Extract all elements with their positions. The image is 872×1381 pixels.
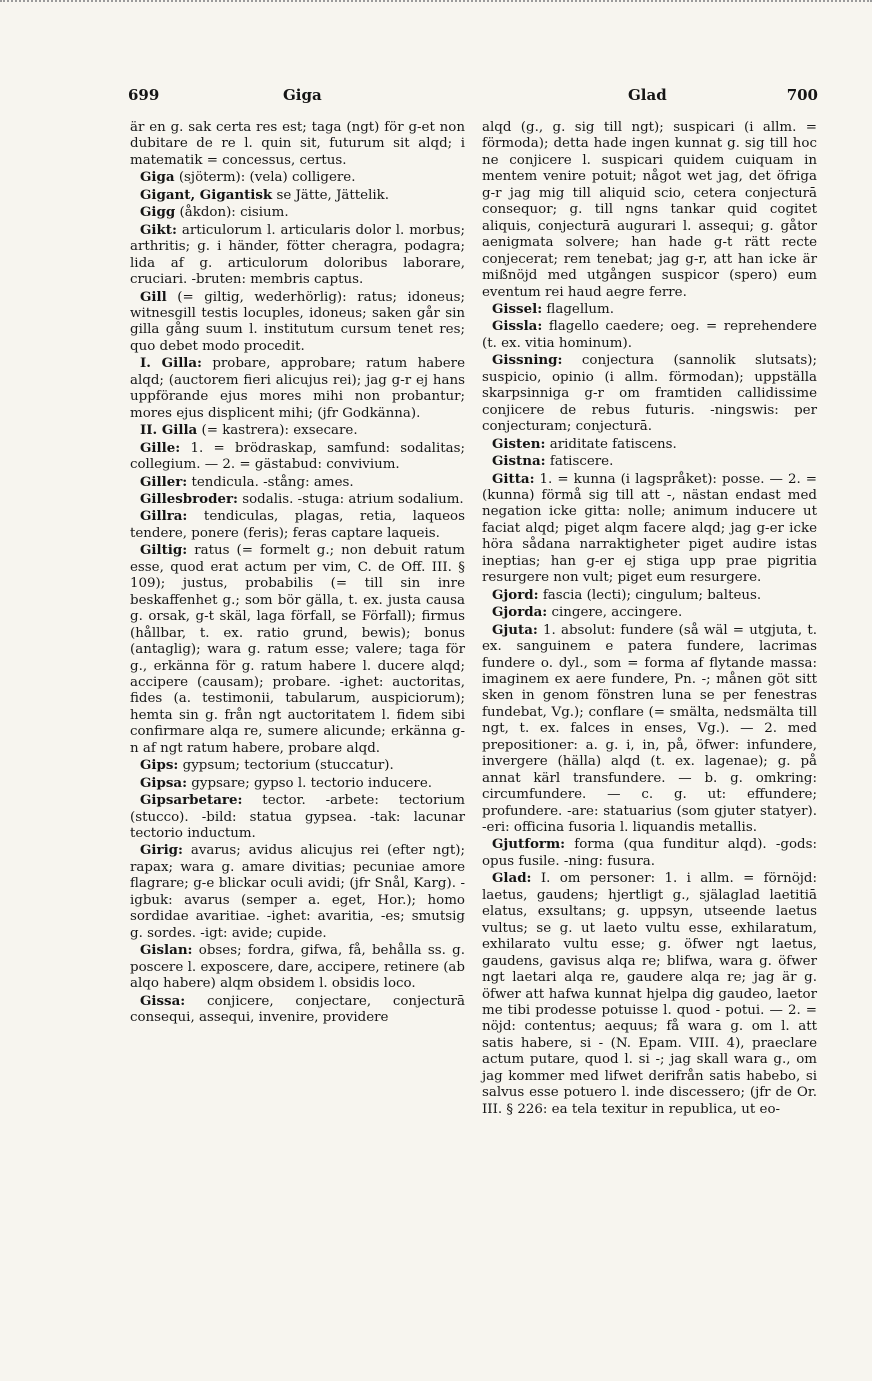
entry-headword: Gjutform: (492, 836, 566, 853)
page-top-edge (0, 0, 872, 8)
entry-definition: articulorum l. articularis dolor l. morbus; arthritis; g. i händer, fötter cheragra, podagra; lida af g. articulorum doloribus laborare, cruciari. -bruten: membris captus. (130, 222, 465, 288)
entry-definition: 1. = brödraskap, samfund: sodalitas; collegium. — 2. = gästabud: convivium. (130, 440, 465, 473)
entry-definition: sodalis. -stuga: atrium sodalium. (237, 491, 464, 507)
dictionary-entry (130, 775, 465, 792)
right-column (482, 120, 817, 1118)
entry-definition: se Jätte, Jättelik. (272, 187, 390, 203)
dictionary-entry (130, 792, 465, 842)
entry-headword: Gislan: (140, 942, 193, 959)
dictionary-entry (130, 169, 465, 186)
entry-definition: ratus (= formelt g.; non debuit ratum esse, quod erat actum per vim, C. de Off. III. § 109); justus, probabilis (= till sin inre beskaffenhet g.; som bör gälla, t. ex. justa causa g. orsak, g-t skäl, laga förfall, se Förfall); firmus (hållbar, t. ex. ratio grund, bewis); bonus (antaglig); wara g. ratum esse; valere; taga för g., erkänna för g. ratum habere l. ducere alqd; accipere (causam); probare. -ighet: auctoritas, fides (a. testimonii, tabularum, auspiciorum); hemta sin g. från ngt auctoritatem l. fidem sibi confirmare alqa re, sumere alicunde; erkänna g-n af ngt ratum habere, probare alqd. (130, 543, 465, 756)
dictionary-entry (130, 440, 465, 474)
entry-definition: forma (qua funditur alqd). -gods: opus fusile. -ning: fusura. (482, 837, 817, 869)
entry-definition: (sjöterm): (vela) colligere. (174, 170, 356, 186)
entry-definition: conjicere, conjectare, conjecturā consequi, assequi, invenire, providere (130, 993, 465, 1026)
entry-definition: (= giltig, wederhörlig): ratus; idoneus; witnesgill testis locuples, idoneus; saken går sin gilla gång suum l. institutum cursum tenet res; quo debet modo procedit. (130, 289, 465, 354)
entry-definition: flagellum. (542, 301, 614, 317)
entry-headword: Gille: (140, 439, 181, 456)
entry-headword: II. Gilla (140, 422, 198, 439)
page-number-right: 700 (786, 86, 818, 104)
dictionary-entry (482, 453, 817, 470)
entry-headword: Gipsa: (140, 774, 188, 791)
dictionary-entry (482, 471, 817, 587)
dictionary-entry (130, 993, 465, 1027)
entry-headword: Glad: (492, 870, 532, 887)
entry-headword: Gikt: (140, 221, 177, 238)
dictionary-entry (130, 474, 465, 491)
entry-definition: conjectura (sannolik slutsats); suspicio, opinio (i allm. förmodan); uppställa skarpsinniga g-r om framtiden callidissime conjicere de rebus futuris. -ningswis: per conjecturam; conjecturā. (482, 353, 817, 435)
headword-left: Giga (283, 86, 322, 104)
entry-headword: Girig: (140, 842, 183, 859)
headword-right: Glad (628, 86, 667, 104)
dictionary-entry (130, 204, 465, 221)
entry-headword: I. Gilla: (140, 355, 202, 372)
entry-headword: Gips: (140, 757, 179, 774)
dictionary-entry (482, 870, 817, 1118)
dictionary-entry (482, 120, 817, 301)
entry-headword: Gissa: (140, 992, 186, 1009)
entry-definition: (= kastrera): exsecare. (197, 423, 358, 439)
entry-headword: Gigant, Gigantisk (140, 186, 273, 203)
entry-definition: tector. -arbete: tectorium (stucco). -bild: statua gypsea. -tak: lacunar tectorio inductum. (130, 793, 465, 842)
entry-headword: Gitta: (492, 470, 535, 487)
entry-headword: Gillra: (140, 508, 188, 525)
entry-headword: Gillesbroder: (140, 490, 238, 507)
entry-definition: avarus; avidus alicujus rei (efter ngt); rapax; wara g. amare divitias; pecuniae amore flagrare; g-e blickar oculi avidi; (jfr Snål, Karg). -igbuk: avarus (semper a. eget, Hor.); homo sordidae avaritiae. -ighet: avaritia, -es; smutsig g. sordes. -igt: avide; cupide. (130, 843, 465, 941)
dictionary-entry (130, 842, 465, 942)
entry-definition: 1. = kunna (i lagspråket): posse. — 2. = (kunna) förmå sig till att -, nästan endast med negation icke gitta: nolle; animum inducere ut faciat alqd; piget alqm facere alqd; jag g-er icke höra sådana narraktigheter piget audire istas ineptias; han g-er ej stiga upp prae pigritia resurgere non vult; piget eum resurgere. (482, 471, 817, 586)
entry-definition: gypsum; tectorium (stuccatur). (178, 758, 394, 774)
dictionary-entry (482, 622, 817, 837)
entry-definition: gypsare; gypso l. tectorio inducere. (187, 775, 433, 791)
entry-definition: cingere, accingere. (547, 605, 683, 621)
dictionary-entry (130, 289, 465, 356)
dictionary-entry (130, 222, 465, 289)
dictionary-entry (130, 491, 465, 508)
dictionary-entry (130, 187, 465, 204)
entry-definition: alqd (g., g. sig till ngt); suspicari (i allm. = förmoda); detta hade ingen kunnat g. sig till hoc ne conjicere l. suspicari quidem cuiquam in mentem venire potuit; något wet jag, det öfriga g-r jag mig till aliquid scio, cetera conjecturā consequor; g. till ngns tankar quid cogitet aliquis, conjecturā augurari l. assequi; g. gåtor aenigmata solvere; han hade g-t rätt recte conjecerat; rem tenebat; jag g-r, att han icke är mißnöjd med utgången suspicor (spero) eum eventum rei haud aegre ferre. (482, 120, 817, 300)
entry-definition: (åkdon): cisium. (175, 205, 289, 221)
dictionary-entry (482, 352, 817, 435)
entry-headword: Gjord: (492, 586, 539, 603)
entry-headword: Gjuta: (492, 621, 538, 638)
entry-headword: Gipsarbetare: (140, 792, 243, 809)
entry-headword: Gissla: (492, 318, 543, 335)
entry-headword: Gisten: (492, 435, 546, 452)
entry-headword: Gill (140, 288, 167, 305)
entry-headword: Gjorda: (492, 604, 548, 621)
entry-headword: Giller: (140, 473, 188, 490)
entry-definition: flagello caedere; oeg. = reprehendere (t. ex. vitia hominum). (482, 319, 817, 351)
dictionary-entry (130, 120, 465, 169)
entry-definition: tendiculas, plagas, retia, laqueos tendere, ponere (feris); feras captare laqueis. (130, 509, 465, 541)
entry-definition: obses; fordra, gifwa, få, behålla ss. g. poscere l. exposcere, dare, accipere, retinere (ab alqo habere) alqm obsidem l. obsidis loco. (130, 943, 465, 992)
dictionary-entry (482, 301, 817, 318)
dictionary-entry (482, 836, 817, 870)
page-number-left: 699 (128, 86, 160, 104)
dictionary-entry (130, 542, 465, 757)
entry-headword: Gissning: (492, 352, 563, 369)
left-column (130, 120, 465, 1026)
entry-headword: Giltig: (140, 542, 188, 559)
entry-definition: är en g. sak certa res est; taga (ngt) för g-et non dubitare de re l. quin sit, futurum sit alqd; i matematik = concessus, certus. (130, 120, 465, 168)
entry-definition: probare, approbare; ratum habere alqd; (auctorem fieri alicujus rei); jag g-r ej hans uppförande ejus mores mihi non probantur; mores ejus displicent mihi; (jfr Godkänna). (130, 356, 465, 421)
dictionary-entry (482, 587, 817, 604)
dictionary-entry (482, 604, 817, 621)
dictionary-entry (130, 508, 465, 542)
entry-definition: tendicula. -stång: ames. (187, 474, 354, 490)
running-header (128, 86, 818, 112)
entry-headword: Giga (140, 169, 175, 186)
dictionary-entry (482, 318, 817, 352)
entry-headword: Gigg (140, 204, 176, 221)
entry-definition: fatiscere. (545, 454, 614, 470)
entry-headword: Gistna: (492, 453, 546, 470)
entry-headword: Gissel: (492, 300, 543, 317)
entry-definition: I. om personer: 1. i allm. = förnöjd: laetus, gaudens; hjertligt g., själaglad laetitiā elatus, exsultans; g. uppsyn, utseende laetus vultus; se g. ut laeto vultu esse, exhilaratum, exhilarato vultu esse; g. öfwer ngt laetus, gaudens, gavisus alqa re; blifwa, wara g. öfwer ngt laetari alqa re, gaudere alqa re; jag är g. öfwer att hafwa kunnat hjelpa dig gaudeo, laetor me tibi prodesse potuisse l. quod - potui. — 2. = nöjd: contentus; aequus; få wara g. om l. att satis habere, si - (N. Epam. VIII. 4), praeclare actum putare, quod l. si -; jag skall wara g., om jag kommer med lifwet derifrån satis habebo, si salvus esse potuero l. inde discessero; (jfr de Or. III. § 226: ea tela texitur in republica, ut eo- (482, 871, 817, 1117)
dictionary-entry (130, 422, 465, 439)
dictionary-entry (130, 355, 465, 422)
entry-definition: 1. absolut: fundere (så wäl = utgjuta, t. ex. sanguinem e patera fundere, lacrimas fundere o. dyl., som = forma af flytande massa: imaginem ex aere fundere, Pn. -; månen göt sitt sken in genom fönstren luna se per fenestras fundebat, Vg.); conflare (= smälta, nedsmälta till ngt, t. ex. falces in enses, Vg.). — 2. med prepositioner: a. g. i, in, på, öfwer: infundere, invergere (hälla) alqd (t. ex. lagenae); g. på annat kärl transfundere. — b. g. omkring: circumfundere. — c. g. ut: effundere; profundere. -are: statuarius (som gjuter statyer). -eri: officina fusoria l. liquandis metallis. (482, 622, 817, 836)
dictionary-entry (482, 436, 817, 453)
entry-definition: fascia (lecti); cingulum; balteus. (538, 587, 762, 603)
dictionary-entry (130, 942, 465, 992)
dictionary-entry (130, 757, 465, 774)
entry-definition: ariditate fatiscens. (545, 436, 677, 452)
